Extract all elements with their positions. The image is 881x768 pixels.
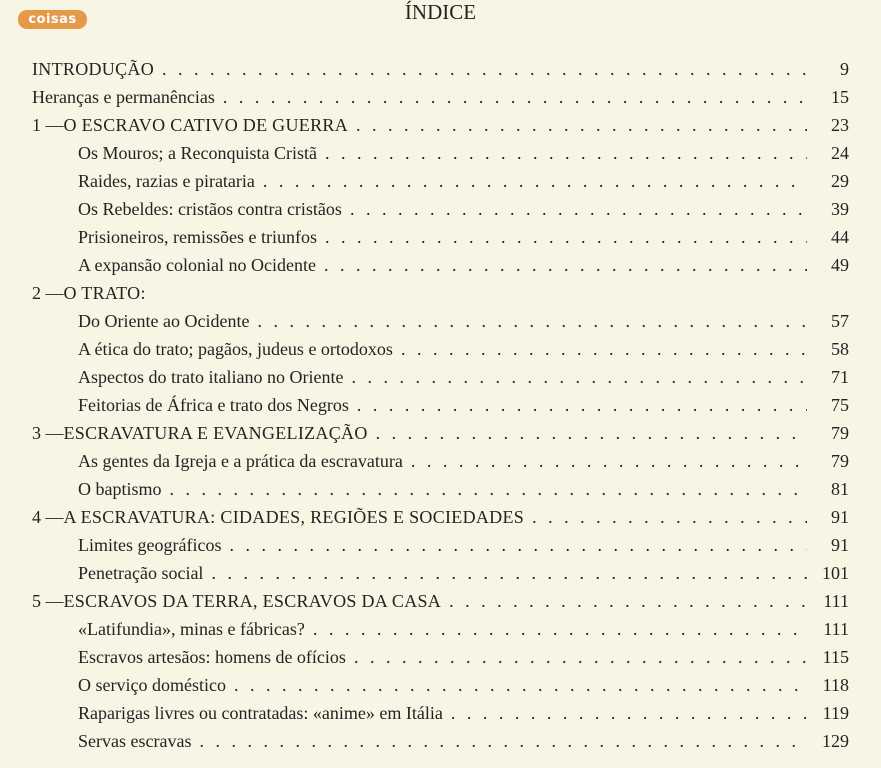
page-number: 111 [823, 619, 849, 639]
page-number: 119 [822, 703, 849, 723]
entry-title: INTRODUÇÃO [32, 59, 154, 79]
toc-entry[interactable] [32, 83, 849, 111]
chapter-number: 5 — [32, 591, 64, 611]
toc-entry[interactable] [32, 55, 849, 83]
page-number: 101 [822, 563, 849, 583]
watermark-logo: coisas [18, 10, 87, 29]
page-number: 118 [822, 675, 849, 695]
entry-title: Escravos artesãos: homens de ofícios [78, 647, 346, 667]
page-number: 49 [831, 255, 849, 275]
page-number: 24 [831, 143, 849, 163]
entry-title: O ESCRAVO CATIVO DE GUERRA [63, 115, 348, 135]
entry-title: «Latifundia», minas e fábricas? [78, 619, 305, 639]
dot-leader [223, 83, 807, 111]
dot-leader [350, 195, 807, 223]
page-number: 91 [831, 535, 849, 555]
toc-entry[interactable] [78, 391, 849, 419]
page-number: 91 [831, 507, 849, 527]
page-number: 9 [840, 59, 849, 79]
dot-leader [263, 167, 807, 195]
page-number: 81 [831, 479, 849, 499]
toc-entry[interactable] [32, 503, 849, 531]
dot-leader [325, 223, 807, 251]
toc-entry[interactable] [32, 419, 849, 447]
entry-title: Os Rebeldes: cristãos contra cristãos [78, 199, 342, 219]
dot-leader [401, 335, 807, 363]
page-number: 15 [831, 87, 849, 107]
entry-title: Penetração social [78, 563, 204, 583]
chapter-number: 2 — [32, 283, 64, 303]
page-number: 79 [831, 423, 849, 443]
entry-title: Os Mouros; a Reconquista Cristã [78, 143, 317, 163]
dot-leader [234, 671, 807, 699]
dot-leader [449, 587, 807, 615]
page-number: 111 [823, 591, 849, 611]
dot-leader [376, 419, 807, 447]
toc-entry[interactable] [78, 139, 849, 167]
entry-title: Do Oriente ao Ocidente [78, 311, 250, 331]
page-number: 39 [831, 199, 849, 219]
dot-leader [351, 363, 807, 391]
page-title: ÍNDICE [404, 0, 477, 24]
toc-entry[interactable] [78, 335, 849, 363]
dot-leader [229, 531, 807, 559]
dot-leader [313, 615, 807, 643]
entry-title: Raides, razias e pirataria [78, 171, 255, 191]
page-number: 129 [822, 731, 849, 751]
chapter-number: 1 — [32, 115, 64, 135]
toc-entry[interactable] [78, 615, 849, 643]
dot-leader [162, 55, 807, 83]
entry-title: Prisioneiros, remissões e triunfos [78, 227, 317, 247]
entry-title: O serviço doméstico [78, 675, 226, 695]
dot-leader [354, 643, 807, 671]
page-number: 115 [822, 647, 849, 667]
toc-entry[interactable] [78, 671, 849, 699]
toc-entry[interactable] [78, 475, 849, 503]
entry-title: Servas escravas [78, 731, 192, 751]
page-number: 71 [831, 367, 849, 387]
entry-title: A ESCRAVATURA: CIDADES, REGIÕES E SOCIEDADES [63, 507, 525, 527]
entry-title: O TRATO: [63, 283, 146, 303]
toc-entry[interactable] [32, 279, 849, 307]
dot-leader [356, 111, 807, 139]
toc-entry[interactable] [78, 363, 849, 391]
toc-entry[interactable] [78, 447, 849, 475]
page-number: 57 [831, 311, 849, 331]
chapter-number: 4 — [32, 507, 64, 527]
toc-entry[interactable] [78, 195, 849, 223]
entry-title: Limites geográficos [78, 535, 222, 555]
page-number: 44 [831, 227, 849, 247]
dot-leader [411, 447, 807, 475]
toc-entry[interactable] [78, 167, 849, 195]
toc-entry[interactable] [32, 587, 849, 615]
toc-entry[interactable] [32, 111, 849, 139]
dot-leader [357, 391, 807, 419]
entry-title: As gentes da Igreja e a prática da escravatura [78, 451, 403, 471]
entry-title: A ética do trato; pagãos, judeus e ortodoxos [78, 339, 393, 359]
page-number: 23 [831, 115, 849, 135]
entry-title: Aspectos do trato italiano no Oriente [78, 367, 344, 387]
toc-entry[interactable] [78, 727, 849, 755]
toc-entry[interactable] [78, 559, 849, 587]
entry-title: Raparigas livres ou contratadas: «anime» em Itália [78, 703, 443, 723]
entry-title: O baptismo [78, 479, 162, 499]
entry-title: Heranças e permanências [32, 87, 215, 107]
toc-entry[interactable] [78, 251, 849, 279]
page-number: 29 [831, 171, 849, 191]
entry-title: ESCRAVOS DA TERRA, ESCRAVOS DA CASA [63, 591, 442, 611]
toc-entry[interactable] [78, 643, 849, 671]
dot-leader [451, 699, 807, 727]
page-number: 75 [831, 395, 849, 415]
entry-title: ESCRAVATURA E EVANGELIZAÇÃO [63, 423, 368, 443]
dot-leader [532, 503, 807, 531]
toc-entry[interactable] [78, 531, 849, 559]
dot-leader [170, 475, 808, 503]
dot-leader [257, 307, 807, 335]
dot-leader [324, 251, 807, 279]
toc-entry[interactable] [78, 699, 849, 727]
toc-entry[interactable] [78, 223, 849, 251]
entry-title: A expansão colonial no Ocidente [78, 255, 316, 275]
page-number: 58 [831, 339, 849, 359]
toc-entry[interactable] [78, 307, 849, 335]
dot-leader [325, 139, 807, 167]
chapter-number: 3 — [32, 423, 64, 443]
page-number: 79 [831, 451, 849, 471]
dot-leader [199, 727, 807, 755]
entry-title: Feitorias de África e trato dos Negros [78, 395, 349, 415]
dot-leader [211, 559, 807, 587]
